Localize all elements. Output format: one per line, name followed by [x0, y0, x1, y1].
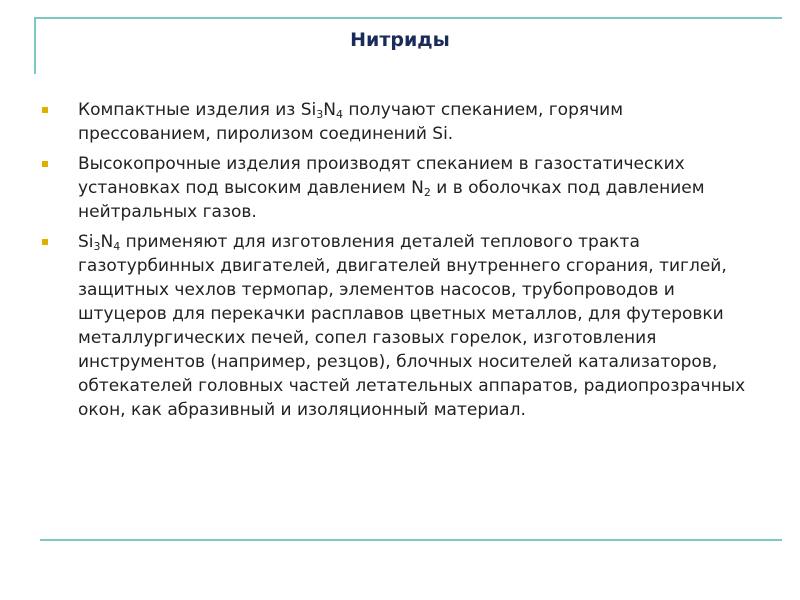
subscript: 2 [423, 186, 431, 199]
subscript: 4 [335, 108, 343, 121]
bullet-text: N [323, 100, 336, 120]
bullet-text: Si [78, 232, 94, 252]
bullet-square-icon [42, 161, 48, 167]
bullet-text: Компактные изделия из Si [78, 100, 317, 120]
bullet-text: Высокопрочные изделия производят спеканием в газостатических установках под высоким давлением N [78, 154, 685, 198]
subscript: 4 [113, 240, 121, 253]
bullet-text: применяют для изготовления деталей теплового тракта газотурбинных двигателей, двигателей внутреннего сгорания, тиглей, защитных чехлов термопар, элементов насосов, трубопроводов и штуцеров для перекачки расплавов цветных металлов, для футеровки металлургических печей, сопел газовых горелок, изготовления инструментов (например, резцов), блочных носителей катализаторов, обтекателей головных частей летательных аппаратов, радиопрозрачных окон, как абразивный и изоляционный материал. [78, 232, 746, 420]
subscript: 3 [93, 240, 101, 253]
bullet-square-icon [42, 239, 48, 245]
frame-top-line [34, 17, 782, 19]
bullet-text: N [100, 232, 114, 252]
bullet-item-1 [40, 98, 760, 146]
frame-bottom-line [40, 539, 782, 541]
bullet-text: и в оболочках под давлением нейтральных газов. [78, 178, 705, 222]
bullet-item-2 [40, 152, 760, 224]
bullet-text: получают спеканием, горячим прессованием, пиролизом соединений Si. [78, 100, 624, 144]
subscript: 3 [316, 108, 324, 121]
bullet-square-icon [42, 107, 48, 113]
bullet-list [40, 98, 760, 428]
slide-title: Нитриды [350, 29, 450, 51]
bullet-item-3 [40, 230, 760, 422]
